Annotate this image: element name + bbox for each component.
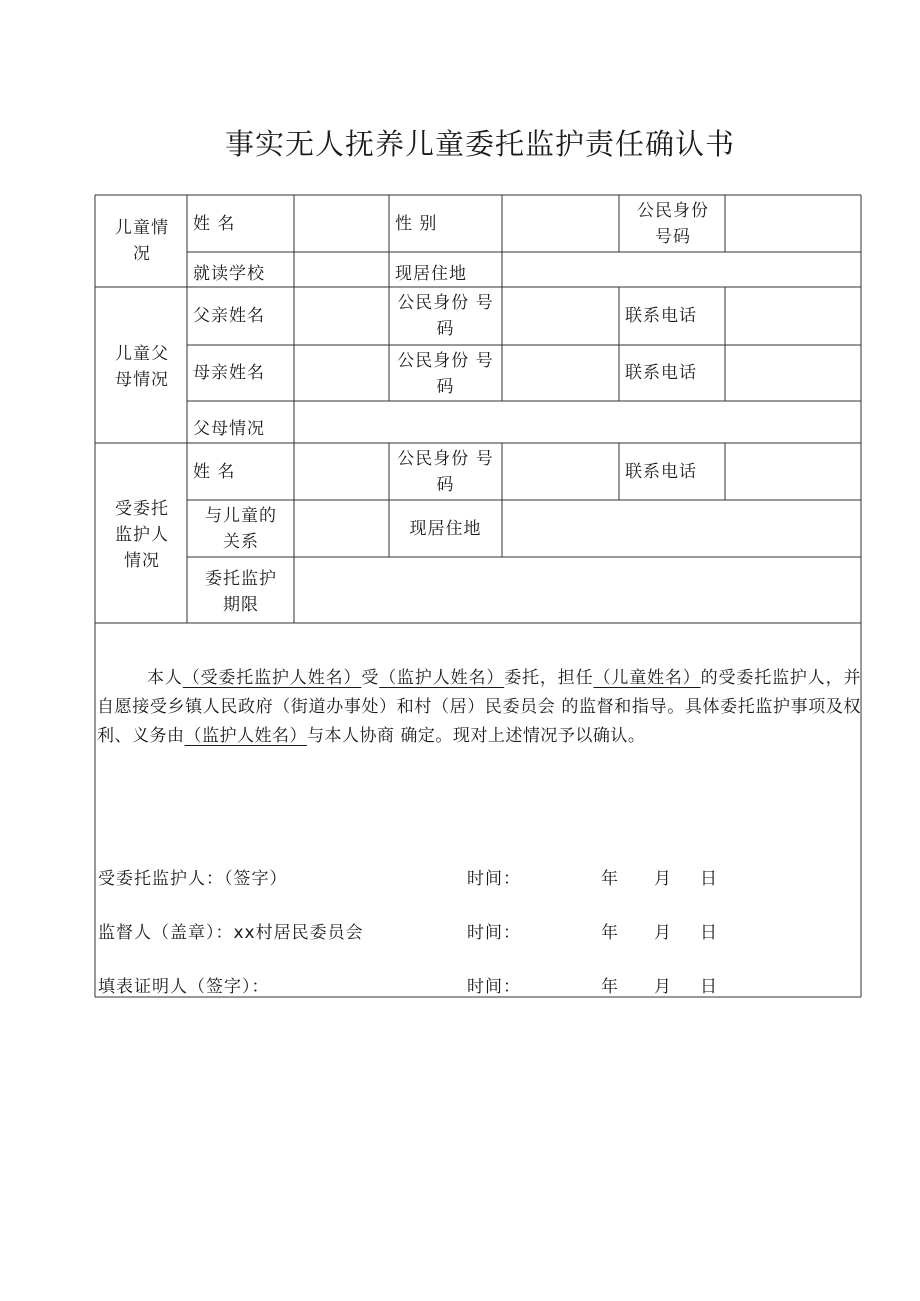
statement-text: 受: [361, 668, 380, 688]
child-school-label: 就读学校: [193, 263, 265, 284]
guardian-residence-label: 现居住地: [409, 518, 482, 539]
signature-supervisor-year: 年: [601, 923, 619, 943]
signature-guardian-label: 受委托监护人：（签字）: [98, 869, 288, 889]
signature-guardian-year: 年: [601, 869, 619, 889]
child-name-field[interactable]: [294, 195, 389, 252]
father-name-label: 父亲姓名: [193, 306, 265, 326]
document-title: 事实无人抚养儿童委托监护责任确认书: [224, 127, 735, 161]
parent-name-blank: （监护人姓名）: [379, 668, 505, 688]
child-id-field[interactable]: [725, 195, 861, 252]
signature-supervisor-label: 监督人（盖章）：xx村居民委员会: [98, 923, 364, 943]
father-id-field[interactable]: [502, 287, 619, 345]
signature-certifier-year: 年: [601, 977, 619, 997]
father-name-field[interactable]: [294, 287, 389, 345]
guardian-period-field[interactable]: [294, 557, 861, 623]
child-residence-label: 现居住地: [395, 263, 467, 284]
child-residence-field[interactable]: [502, 252, 861, 287]
guardian-relation-field[interactable]: [294, 500, 389, 557]
father-phone-field[interactable]: [725, 287, 861, 345]
mother-name-field[interactable]: [294, 345, 389, 401]
child-name-label: 姓 名: [193, 213, 236, 234]
parents-status-field[interactable]: [294, 401, 861, 443]
guardian-residence-field[interactable]: [502, 500, 861, 557]
mother-phone-label: 联系电话: [625, 363, 697, 383]
signature-supervisor-time: 时间：: [467, 923, 521, 943]
child-gender-field[interactable]: [502, 195, 619, 252]
parent-name-blank: （监护人姓名）: [184, 726, 307, 746]
statement-text: 本人: [147, 668, 183, 688]
child-gender-label: 性 别: [395, 213, 438, 234]
guardian-relation-label: 与儿童的关系: [205, 505, 277, 552]
guardian-id-field[interactable]: [502, 443, 619, 500]
mother-name-label: 母亲姓名: [193, 363, 265, 383]
statement-text: 的受委托监护人，并自愿接受乡镇人民政府（街道办事处）和村（居）民委员会 的监督和指导。具体委托监护事项及权利、义务由: [97, 668, 862, 746]
signature-certifier-label: 填表证明人（签字）：: [98, 977, 270, 997]
child-school-field[interactable]: [294, 252, 389, 287]
guardian-name-blank: （受委托监护人姓名）: [182, 668, 362, 688]
signature-certifier-day: 日: [700, 977, 718, 997]
parents-status-label: 父母情况: [193, 419, 265, 439]
signature-supervisor-day: 日: [700, 923, 718, 943]
section-parents-info: 儿童父母情况: [115, 344, 169, 390]
section-child-info: 儿童情况: [115, 218, 169, 264]
guardian-name-field[interactable]: [294, 443, 389, 500]
signature-guardian-month: 月: [654, 869, 672, 889]
statement-text: 委托，担任: [504, 668, 594, 688]
child-id-label: 公民身份号码: [637, 200, 709, 247]
guardian-id-label: 公民身份 号码: [397, 449, 494, 495]
statement-paragraph: [97, 664, 861, 751]
father-phone-label: 联系电话: [625, 306, 697, 326]
guardian-name-label: 姓 名: [193, 461, 236, 482]
signature-guardian-time: 时间：: [467, 869, 521, 889]
signature-guardian-day: 日: [700, 869, 718, 889]
mother-id-label: 公民身份 号码: [397, 351, 494, 397]
guardian-period-label: 委托监护期限: [205, 568, 277, 615]
guardian-phone-label: 联系电话: [625, 461, 697, 482]
signature-supervisor-month: 月: [654, 923, 672, 943]
mother-phone-field[interactable]: [725, 345, 861, 401]
section-guardian-info: 受委托监护人情况: [115, 499, 169, 571]
child-name-blank: （儿童姓名）: [593, 668, 701, 688]
father-id-label: 公民身份 号码: [397, 293, 494, 339]
statement-text: 与本人协商 确定。现对上述情况予以确认。: [307, 726, 646, 746]
mother-id-field[interactable]: [502, 345, 619, 401]
signature-certifier-month: 月: [654, 977, 672, 997]
signature-certifier-time: 时间：: [467, 977, 521, 997]
guardian-phone-field[interactable]: [725, 443, 861, 500]
